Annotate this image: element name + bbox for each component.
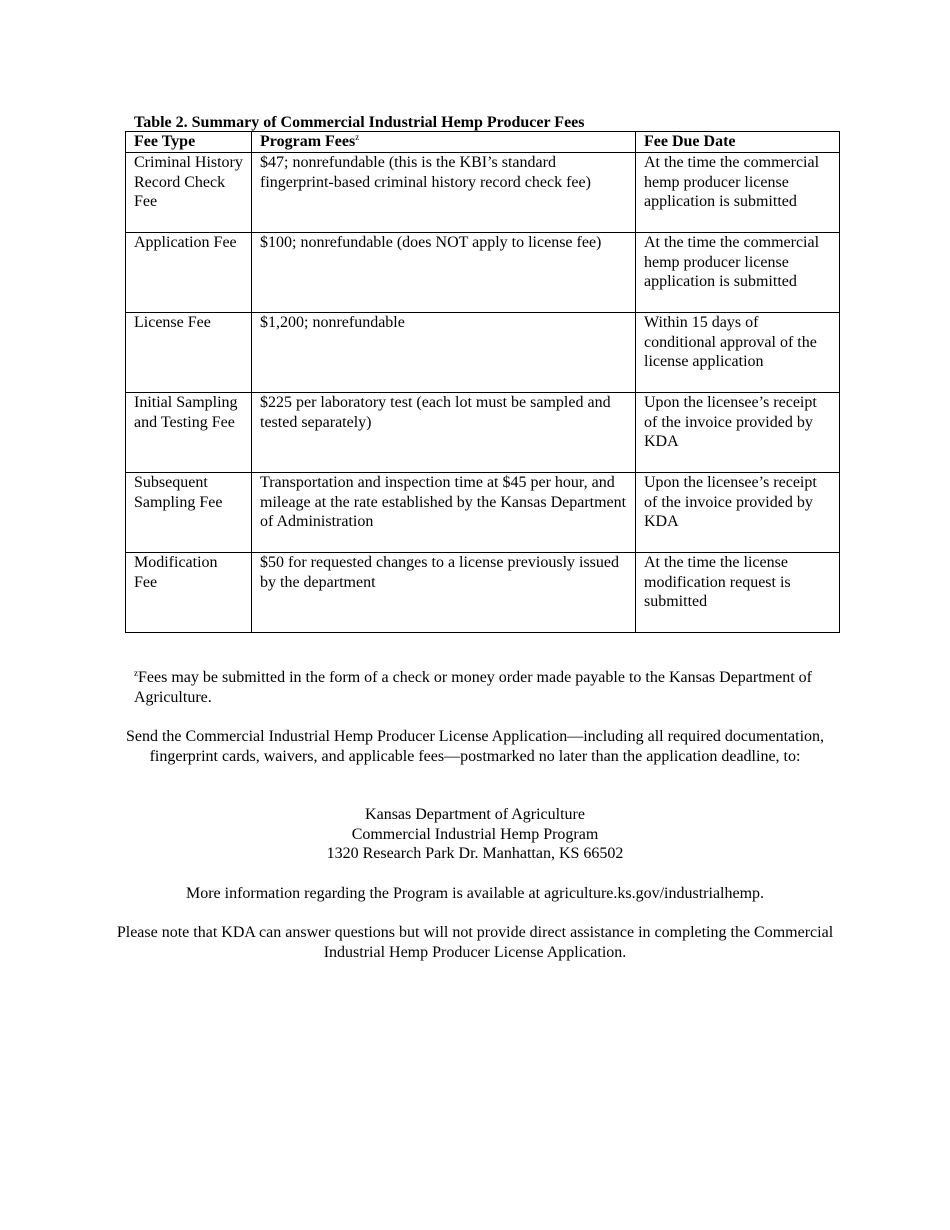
fee-summary-table xyxy=(125,131,840,633)
address-line-1: Kansas Department of Agriculture xyxy=(365,806,585,823)
footnote-marker: z xyxy=(355,132,360,142)
header-fee-type xyxy=(126,132,252,153)
cell-program-fees: $225 per laboratory test (each lot must be sampled and tested separately) xyxy=(252,393,636,473)
cell-fee-due-date: At the time the commercial hemp producer license application is submitted xyxy=(636,233,840,313)
cell-fee-due-date: Upon the licensee’s receipt of the invoice provided by KDA xyxy=(636,473,840,553)
cell-fee-type: Criminal History Record Check Fee xyxy=(126,153,252,233)
cell-fee-due-date: At the time the license modification request is submitted xyxy=(636,553,840,633)
table-row xyxy=(126,473,840,553)
table-row xyxy=(126,553,840,633)
cell-fee-due-date: At the time the commercial hemp producer license application is submitted xyxy=(636,153,840,233)
assistance-note: Please note that KDA can answer questions but will not provide direct assistance in completing the Commercial Industrial Hemp Producer License Application. xyxy=(116,924,834,961)
address-line-2: Commercial Industrial Hemp Program xyxy=(351,825,599,843)
header-program-fees-label: Program Fees xyxy=(260,133,356,150)
cell-program-fees: $100; nonrefundable (does NOT apply to license fee) xyxy=(252,233,636,313)
table-caption: Table 2. Summary of Commercial Industrial Hemp Producer Fees xyxy=(134,114,585,131)
table-row xyxy=(126,313,840,393)
cell-fee-due-date: Upon the licensee’s receipt of the invoice provided by KDA xyxy=(636,393,840,473)
cell-program-fees: $47; nonrefundable (this is the KBI’s standard fingerprint-based criminal history record check fee) xyxy=(252,153,636,233)
cell-fee-type: License Fee xyxy=(126,313,252,393)
more-info: More information regarding the Program is available at agriculture.ks.gov/industrialhemp. xyxy=(185,885,765,902)
cell-fee-type: Subsequent Sampling Fee xyxy=(126,473,252,553)
footnote-text: Fees may be submitted in the form of a check or money order made payable to the Kansas Department of Agriculture. xyxy=(134,669,812,706)
cell-fee-type: Initial Sampling and Testing Fee xyxy=(126,393,252,473)
header-program-fees xyxy=(252,132,636,153)
mailing-address xyxy=(105,805,845,864)
table-row xyxy=(126,233,840,313)
header-fee-type-label: Fee Type xyxy=(134,133,196,150)
address-line-3: 1320 Research Park Dr. Manhattan, KS 66502 xyxy=(326,845,624,863)
cell-fee-type: Modification Fee xyxy=(126,553,252,633)
cell-fee-due-date: Within 15 days of conditional approval of the license application xyxy=(636,313,840,393)
header-fee-due-date-label: Fee Due Date xyxy=(644,133,736,150)
footnote-marker: z xyxy=(134,668,138,678)
cell-program-fees: Transportation and inspection time at $45 per hour, and mileage at the rate established by the Kansas Department of Administration xyxy=(252,473,636,553)
cell-program-fees: $1,200; nonrefundable xyxy=(252,313,636,393)
table-row xyxy=(126,153,840,233)
cell-program-fees: $50 for requested changes to a license previously issued by the department xyxy=(252,553,636,633)
header-fee-due-date xyxy=(636,132,840,153)
table-row xyxy=(126,393,840,473)
send-instructions: Send the Commercial Industrial Hemp Producer License Application—including all required documentation, fingerprint cards, waivers, and applicable fees—postmarked no later than the application deadline, to: xyxy=(125,728,825,765)
cell-fee-type: Application Fee xyxy=(126,233,252,313)
table-header-row xyxy=(126,132,840,153)
table-footnote xyxy=(134,668,814,707)
